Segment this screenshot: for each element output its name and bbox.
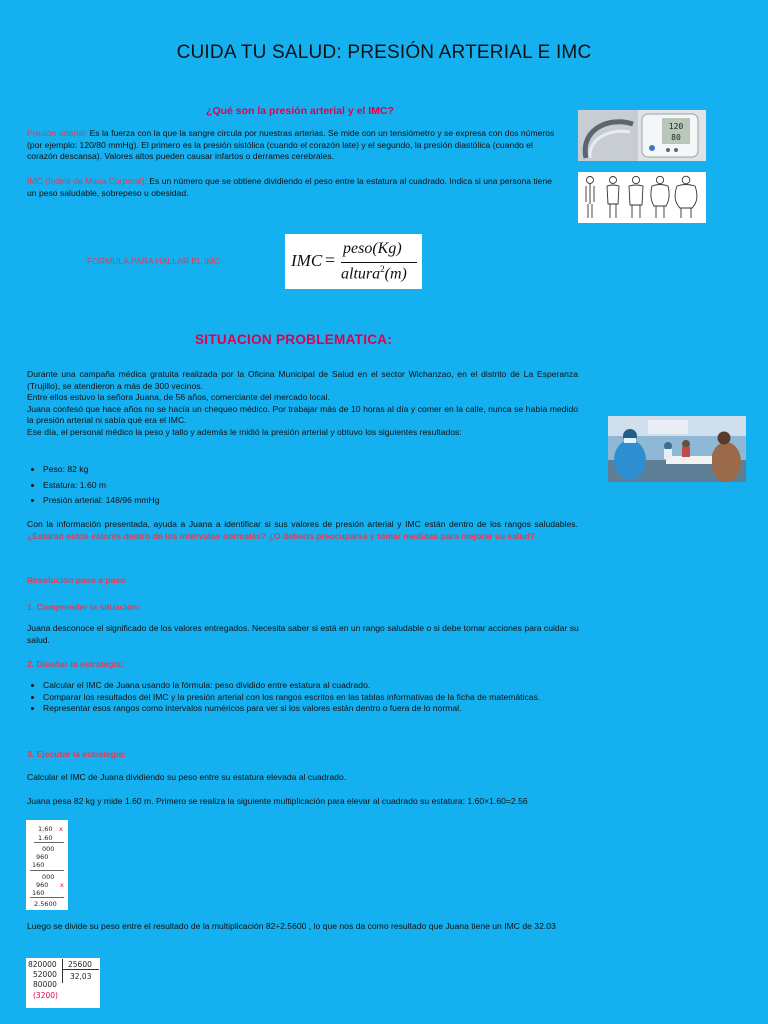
resolution-heading: Resolución paso a paso [27, 575, 126, 585]
result-item: • Estatura: 1.60 m [43, 480, 443, 492]
situation-paragraph: Ese día, el personal médico la peso y tallo y además le midió la presión arterial y obtuvo los siguientes resultados: [27, 426, 462, 437]
mult-sign: x [59, 825, 63, 833]
division-line [63, 969, 99, 970]
formula-denominator [341, 264, 407, 283]
body-types-image [578, 172, 706, 223]
mult-sign: x [60, 881, 64, 889]
step1-title: 1. Comprender la situación: [27, 602, 141, 612]
situation-text [27, 369, 578, 439]
strategy-list [27, 680, 563, 715]
division-divisor: 25600 [68, 960, 92, 969]
imc-definition [27, 176, 555, 199]
multiplication-image [26, 820, 68, 910]
step3-paragraph: Calcular el IMC de Juana dividiendo su peso entre su estatura elevada al cuadrado. [27, 772, 347, 782]
situation-paragraph: Durante una campaña médica gratuita realizada por la Oficina Municipal de Salud en el sector Wichanzao, en el distrito de La Esperanza (Trujillo), se atendieron a más de 300 vecinos. [27, 369, 578, 391]
blood-pressure-definition [27, 128, 555, 163]
imc-text: Es un número que se obtiene dividiendo el peso entre la estatura al cuadrado. Indica si una persona tiene un peso saludable, sobrepeso u obesidad. [27, 176, 553, 198]
mult-line [30, 870, 64, 871]
situation-paragraph: Entre ellos estuvo la señora Juana, de 56 años, comerciante del mercado local. [27, 392, 330, 403]
division-remainder [33, 980, 57, 989]
formula-den-word: altura [341, 265, 381, 283]
division-bar [62, 959, 63, 983]
formula-numerator: peso(Kg) [343, 240, 402, 257]
step3-paragraph: Juana pesa 82 kg y mide 1.60 m. Primero se realiza la siguiente multiplicación para elevar al cuadrado su estatura: 1.60×1.60=2.56 [27, 796, 528, 806]
strategy-item: • Comparar los resultados del IMC y la presión arterial con los rangos escritos en las tablas informativas de la ficha de matemáticas. [43, 692, 563, 704]
formula-den-exponent: 2 [380, 264, 385, 274]
imc-formula [285, 234, 422, 289]
formula-label: FORMULA PARA HALLAR EL IMC: [87, 256, 223, 266]
blood-pressure-term: Presión arterial: [27, 128, 88, 138]
division-dividend: 820000 [28, 960, 57, 969]
intro-question: ¿Qué son la presión arterial y el IMC? [206, 105, 394, 117]
situation-paragraph: Juana confesó que hace años no se hacía un chequeo médico. Por trabajar más de 10 horas al día y comer en la calle, nunca se había medido la presión arterial ni sabía qué era el IMC. [27, 403, 578, 426]
blood-pressure-monitor-image [578, 110, 706, 161]
step3-paragraph: Luego se divide su peso entre el resultado de la multiplicación 82÷2.5600 , lo que nos da como resultado que Juana tiene un IMC de 32.03 [27, 921, 556, 931]
formula-fraction-bar [341, 262, 417, 263]
division-remainder: 52000 [33, 970, 57, 979]
step1-text: Juana desconoce el significado de los valores entregados. Necesita saber si está en un rango saludable o si debe tomar acciones para cuidar su salud. [27, 623, 579, 645]
mult-line [30, 897, 64, 898]
formula-den-unit: (m) [384, 265, 407, 283]
step3-title: 3. Ejecutar la estrategia: [27, 749, 126, 759]
monitor-systolic: 120 [668, 122, 684, 131]
situation-question [27, 519, 578, 542]
monitor-diastolic: 80 [671, 133, 681, 142]
result-item: • Presión arterial: 148/96 mmHg [43, 495, 443, 507]
medical-campaign-photo [608, 416, 746, 482]
division-final-remainder: (3200) [33, 991, 58, 1000]
question-plain: Con la información presentada, ayuda a Juana a identificar si sus valores de presión arterial y IMC están dentro de los rangos saludables. [27, 519, 578, 529]
results-list [27, 464, 443, 511]
mult-row: 000 [42, 845, 55, 853]
mult-row: 160 [32, 889, 45, 897]
strategy-item: • Calcular el IMC de Juana usando la fórmula: peso dividido entre estatura al cuadrado. [43, 680, 563, 692]
division-quotient: 32,03 [70, 972, 92, 981]
page-title: CUIDA TU SALUD: PRESIÓN ARTERIAL E IMC [176, 42, 592, 63]
division-image [26, 958, 100, 1008]
mult-row: 960 [36, 853, 49, 861]
mult-row: 160 [32, 861, 45, 869]
result-item: • Peso: 82 kg [43, 464, 443, 476]
strategy-item: • Representar esos rangos como intervalos numéricos para ver si los valores están dentro o fuera de lo normal. [43, 703, 563, 715]
blood-pressure-text: Es la fuerza con la que la sangre circula por nuestras arterias. Se mide con un tensiómetro y se expresa con dos números (por ejemplo: 120/80 mmHg). El primero es la presión sistólica (cuando el corazón late) y el segundo, la presión diastólica (cuando el corazón descansa). Valores altos pueden causar infartos o derrames cerebrales. [27, 128, 555, 162]
question-bold: ¿Estarán estos valores dentro de los intervalos normales? ¿O debería preocuparse y tomar medidas para mejorar su salud? [27, 530, 536, 541]
imc-term: IMC (Índice de Masa Corporal): [27, 176, 147, 186]
mult-result: 2.5600 [34, 900, 57, 908]
formula-lhs: IMC [291, 251, 323, 270]
mult-row: 1.60 [38, 834, 53, 842]
step2-title: 2. Diseñar la estrategia: [27, 659, 124, 669]
mult-row: 000 [42, 873, 55, 881]
formula-equals: = [325, 250, 336, 270]
division-remainder-digits: 80000 [33, 980, 57, 989]
mult-row: 960 [36, 881, 49, 889]
mult-line [34, 842, 64, 843]
situation-heading: SITUACION PROBLEMATICA: [195, 332, 393, 347]
mult-row: 1,60 [38, 825, 53, 833]
